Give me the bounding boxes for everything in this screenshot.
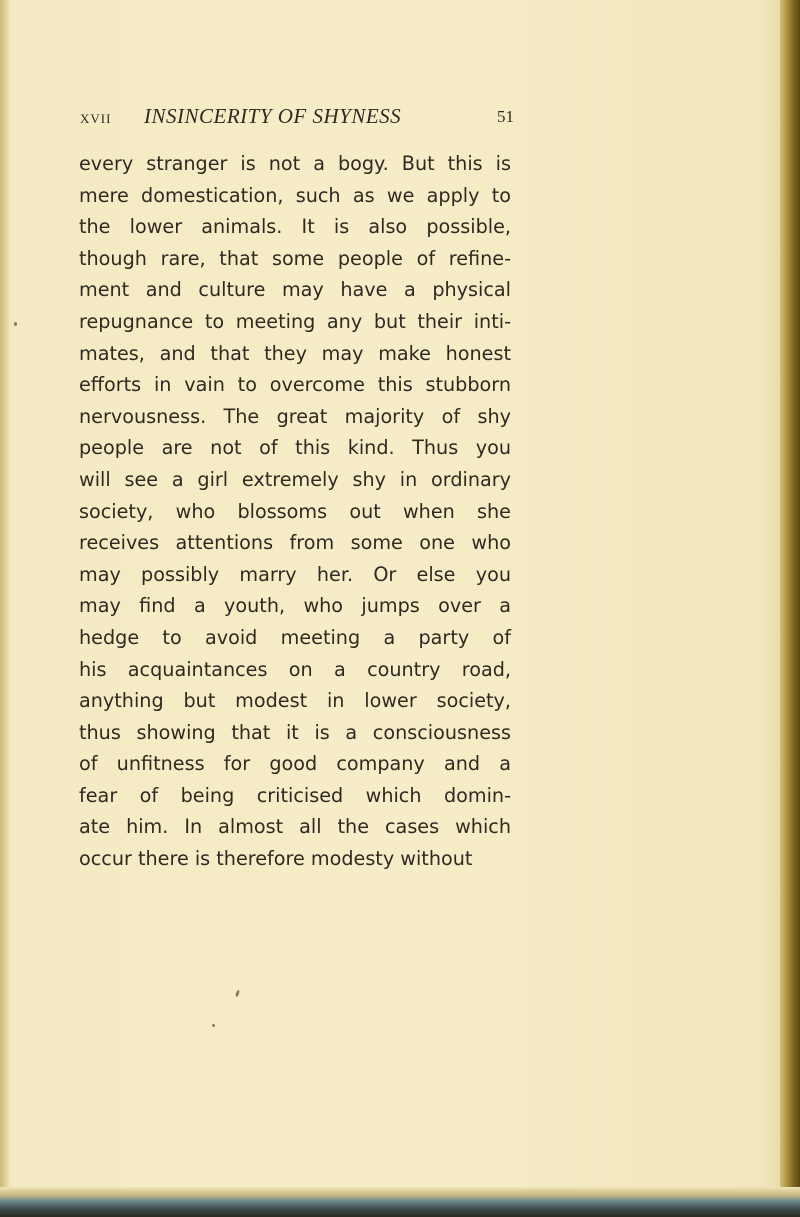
text-line: thus showing that it is a consciousness: [79, 720, 511, 744]
text-line: anything but modest in lower society,: [79, 689, 511, 713]
text-line: repugnance to meeting any but their inti-: [79, 309, 511, 333]
page-gutter-shadow: [780, 0, 800, 1217]
text-line: the lower animals. It is also possible,: [79, 215, 511, 239]
text-line: mere domestication, such as we apply to: [79, 183, 511, 207]
page-bottom-edge: [0, 1187, 800, 1217]
text-line: society, who blossoms out when she: [79, 499, 511, 523]
text-line: ment and culture may have a physical: [79, 278, 511, 302]
text-line: receives attentions from some one who: [79, 531, 511, 555]
text-line: his acquaintances on a country road,: [79, 657, 511, 681]
text-line: may find a youth, who jumps over a: [79, 594, 511, 618]
text-line: nervousness. The great majority of shy: [79, 404, 511, 428]
paper-speck: [14, 322, 17, 326]
running-head: [80, 104, 514, 134]
text-line: though rare, that some people of refine-: [79, 246, 511, 270]
text-line: occur there is therefore modesty without: [79, 847, 473, 871]
chapter-number: XVII: [80, 111, 112, 126]
paper-speck: [212, 1024, 215, 1027]
text-line: may possibly marry her. Or else you: [79, 562, 511, 586]
text-line: efforts in vain to overcome this stubborn: [79, 373, 511, 397]
text-line: of unfitness for good company and a: [79, 752, 511, 776]
text-line: every stranger is not a bogy. But this is: [79, 152, 511, 175]
text-line: will see a girl extremely shy in ordinary: [79, 467, 511, 491]
text-line: ate him. In almost all the cases which: [79, 815, 511, 839]
text-line: mates, and that they may make honest: [79, 341, 511, 365]
page-number: 51: [497, 107, 514, 126]
paper-speck: [235, 990, 240, 998]
page-left-edge: [0, 0, 9, 1217]
body-paragraph: [79, 148, 511, 875]
text-line: people are not of this kind. Thus you: [79, 436, 511, 460]
text-line: hedge to avoid meeting a party of: [79, 625, 511, 649]
text-line: fear of being criticised which domin-: [79, 783, 511, 807]
running-head-title: INSINCERITY OF SHYNESS: [144, 104, 402, 128]
